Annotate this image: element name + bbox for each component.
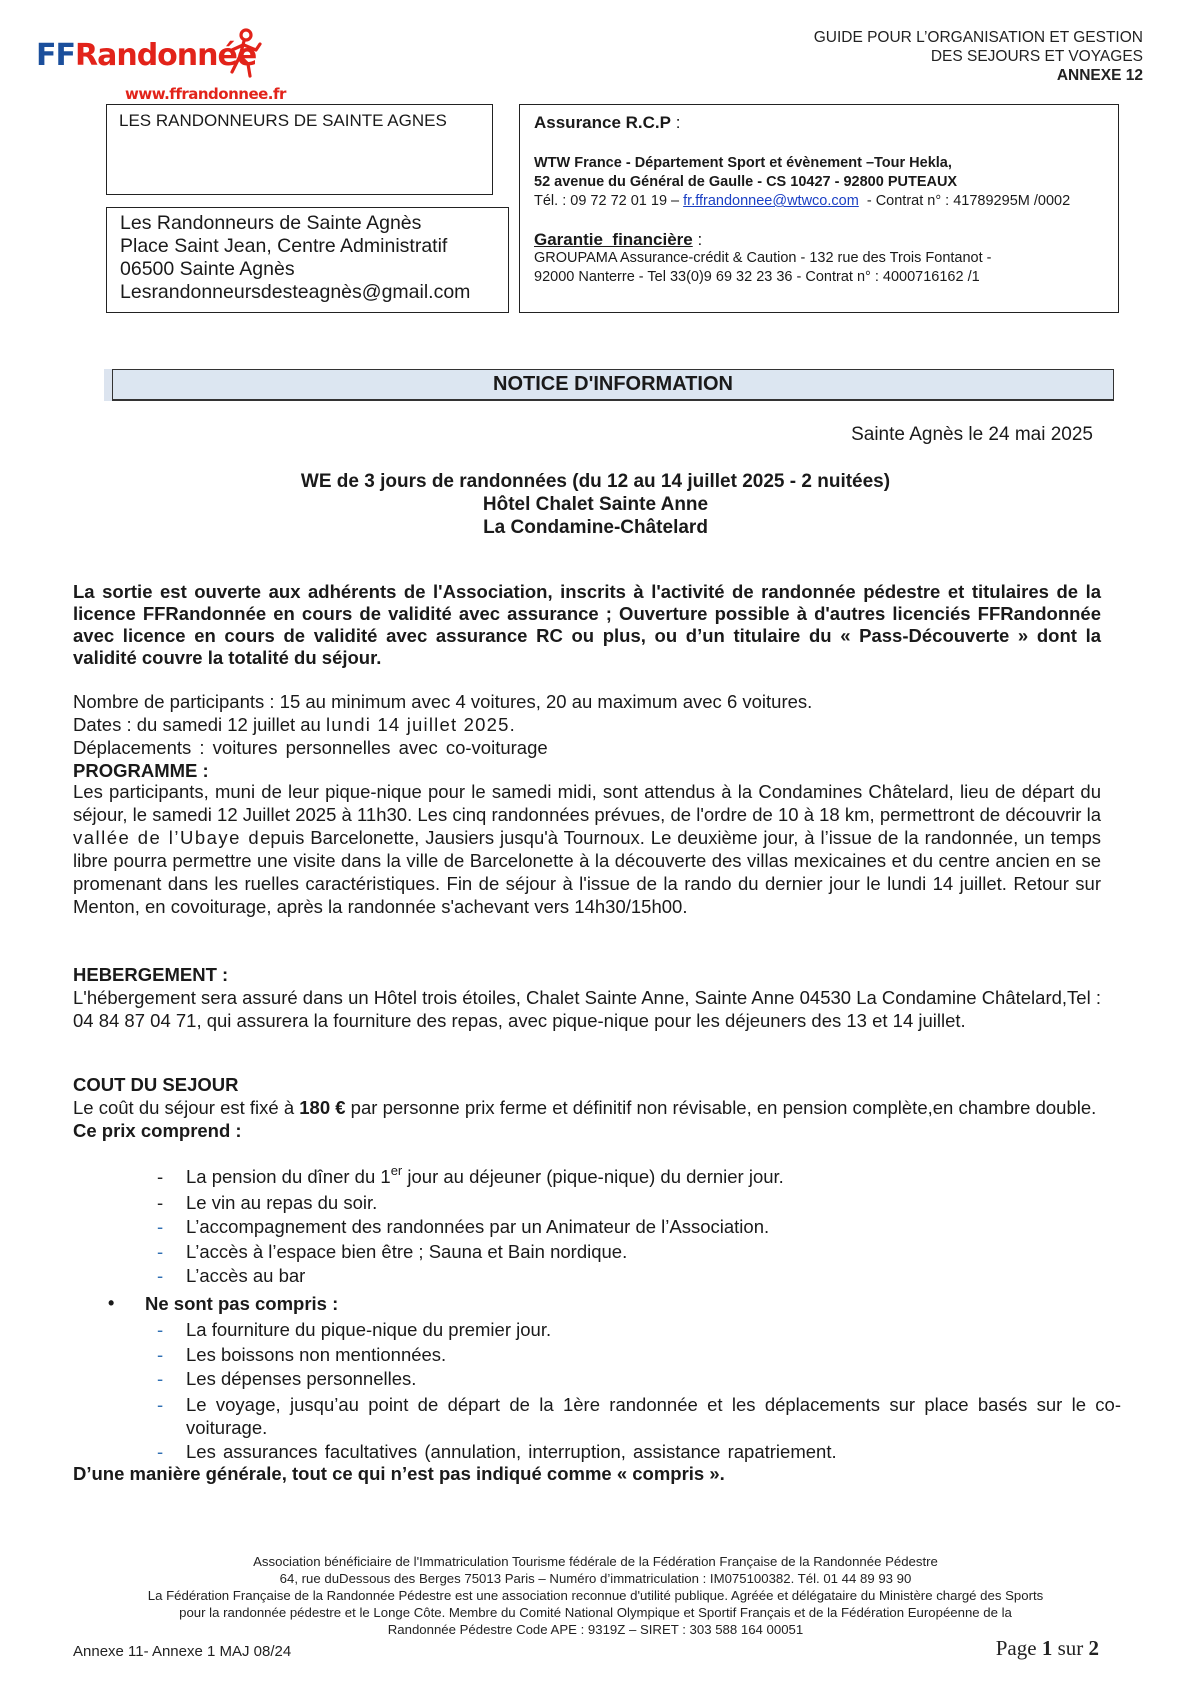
included-item: - L’accès à l’espace bien être ; Sauna et Bain nordique. — [186, 1240, 1106, 1265]
club-name-box — [106, 104, 493, 195]
not-included-item: - Les dépenses personnelles. — [186, 1367, 1121, 1392]
club-address-box — [106, 207, 509, 313]
footer-line-3: La Fédération Française de la Randonnée Pédestre est une association reconnue d'utilité publique. Agréée et délégataire du Ministère chargé des Sports — [147, 1588, 1044, 1603]
trip-info — [73, 690, 1101, 782]
footer-line-5: Randonnée Pédestre Code APE : 9319Z – SIRET : 303 588 164 00051 — [387, 1622, 804, 1637]
included-item: - Le vin au repas du soir. — [186, 1191, 1106, 1216]
address-line-1: Les Randonneurs de Sainte Agnès — [120, 212, 422, 234]
dash-bullet-icon: - — [157, 1393, 164, 1415]
event-title: WE de 3 jours de randonnées (du 12 au 14 juillet 2025 - 2 nuitées) — [300, 471, 891, 492]
general-note: D’une manière générale, tout ce qui n’est pas indiqué comme « compris ». — [73, 1463, 725, 1484]
eligibility-paragraph: La sortie est ouverte aux adhérents de l'Association, inscrits à l'activité de randonnée pédestre et titulaires de la licence FFRandonnée en cours de validité avec assurance ; Ouverture possible à d'autres licenciés FFRandonnée avec licence en cours de validité avec assurance RC ou plus, ou d’un titulaire du « Pass-Découverte » dont la validité couvre la totalité du séjour. — [73, 581, 1101, 668]
included-item: - L’accompagnement des randonnées par un Animateur de l’Association. — [186, 1215, 1106, 1240]
wtw-contact-line: Tél. : 09 72 72 01 19 – fr.ffrandonnee@wtwco.com - Contrat n° : 41789295M /0002 — [534, 193, 1071, 209]
cost-section — [73, 1073, 1101, 1142]
programme-heading: PROGRAMME : — [73, 760, 209, 781]
programme-paragraph: Les participants, muni de leur pique-nique pour le samedi midi, sont attendus à la Condamines Châtelard, lieu de départ du séjour, le samedi 12 Juillet 2025 à 11h30. Les cinq randonnées prévues, de l'ordre de 10 à 18 km, permettront de découvrir la vallée de l’Ubaye depuis Barcelonette, Jausiers jusqu'à Tournoux. Le deuxième jour, à l’issue de la randonnée, un temps libre pourra permettre une visite dans la ville de Barcelonette à la découverte des villas mexicaines et du centre ancien en se promenant dans les ruelles caractéristiques. Fin de séjour à l'issue de la rando du dernier jour le lundi 14 juillet. Retour sur Menton, en covoiturage, après la randonnée s'achevant vers 14h30/15h00. — [73, 781, 1101, 917]
dash-bullet-icon: - — [157, 1216, 164, 1237]
included-list — [157, 1163, 1106, 1289]
wtw-line-1: WTW France - Département Sport et évènement –Tour Hekla, — [534, 155, 952, 171]
accommodation-text: L'hébergement sera assuré dans un Hôtel trois étoiles, Chalet Sainte Anne, Sainte Anne 04530 La Condamine Châtelard,Tel : 04 84 87 04 71, qui assurera la fourniture des repas, avec pique-nique pour les déjeuners des 13 et 14 juillet. — [73, 987, 1101, 1031]
not-included-item: - Les boissons non mentionnées. — [186, 1343, 1121, 1368]
dash-bullet-icon: - — [157, 1343, 164, 1365]
legal-footer — [0, 1553, 1191, 1638]
not-included-list — [157, 1318, 1121, 1464]
dash-bullet-icon: - — [157, 1368, 164, 1389]
dash-bullet-icon: - — [157, 1265, 164, 1286]
includes-heading: Ce prix comprend : — [73, 1120, 242, 1141]
footer-line-2: 64, rue duDessous des Berges 75013 Paris – Numéro d’immatriculation : IM075100382. Tél. 01 44 89 93 90 — [279, 1571, 912, 1586]
page-number: Page 1 sur 2 — [995, 1636, 1099, 1660]
event-hotel: Hôtel Chalet Sainte Anne — [482, 494, 709, 515]
address-line-2: Place Saint Jean, Centre Administratif — [120, 235, 448, 257]
dash-bullet-icon: - — [157, 1440, 164, 1462]
round-bullet-icon: • — [108, 1293, 115, 1313]
guide-header — [814, 28, 1143, 85]
logo-wordmark: FFRandonnée — [36, 38, 257, 73]
footer-line-1: Association bénéficiaire de l'Immatriculation Tourisme fédérale de la Fédération Française de la Randonnée Pédestre — [253, 1554, 938, 1569]
guarantee-heading: Garantie financière : — [534, 230, 703, 249]
not-included-item: - Le voyage, jusqu’au point de départ de la 1ère randonnée et les déplacements sur place basés sur le co-voiturage. — [157, 1393, 1121, 1438]
dash-bullet-icon: - — [157, 1319, 164, 1340]
not-included-item: - Les assurances facultatives (annulation, interruption, assistance rapatriement. — [186, 1440, 1121, 1465]
accommodation-section — [73, 963, 1101, 1032]
participants-line: Nombre de participants : 15 au minimum avec 4 voitures, 20 au maximum avec 6 voitures. — [73, 691, 813, 712]
dash-bullet-icon: - — [157, 1240, 164, 1262]
not-included-item: - La fourniture du pique-nique du premier jour. — [186, 1318, 1121, 1343]
rcp-heading: Assurance R.C.P : — [534, 113, 681, 132]
groupama-line-1: GROUPAMA Assurance-crédit & Caution - 132 rue des Trois Fontanot - — [534, 250, 992, 266]
annexe-label: ANNEXE 12 — [1056, 67, 1143, 84]
event-title-block — [0, 470, 1191, 539]
included-item: - L’accès au bar — [186, 1264, 1106, 1289]
guide-line-2: DES SEJOURS ET VOYAGES — [930, 48, 1143, 65]
insurance-email-link[interactable]: fr.ffrandonnee@wtwco.com — [683, 193, 859, 209]
hiker-icon — [224, 28, 264, 80]
ffrandonnee-logo — [36, 28, 286, 103]
accommodation-heading: HEBERGEMENT : — [73, 964, 229, 985]
cost-text: Le coût du séjour est fixé à 180 € par personne prix ferme et définitif non révisable, en pension complète,en chambre double. — [73, 1097, 1097, 1118]
transport-line: Déplacements : voitures personnelles avec co-voiturage — [73, 737, 548, 758]
club-email: Lesrandonneursdesteagnès@gmail.com — [120, 281, 471, 303]
annexe-reference: Annexe 11- Annexe 1 MAJ 08/24 — [73, 1643, 292, 1660]
dash-bullet-icon: - — [157, 1191, 164, 1213]
dash-bullet-icon: - — [157, 1166, 164, 1187]
included-item: - La pension du dîner du 1er jour au déjeuner (pique-nique) du dernier jour. — [186, 1165, 1106, 1190]
not-included-heading: Ne sont pas compris : — [145, 1293, 339, 1314]
document-date: Sainte Agnès le 24 mai 2025 — [851, 424, 1093, 445]
wtw-line-2: 52 avenue du Général de Gaulle - CS 10427 - 92800 PUTEAUX — [534, 174, 958, 190]
insurance-box — [519, 104, 1119, 313]
event-place: La Condamine-Châtelard — [483, 517, 708, 538]
groupama-line-2: 92000 Nanterre - Tel 33(0)9 69 32 23 36 - Contrat n° : 4000716162 /1 — [534, 269, 980, 285]
logo-url: www.ffrandonnee.fr — [125, 85, 286, 103]
footer-line-4: pour la randonnée pédestre et le Longe Côte. Membre du Comité National Olympique et Sportif Français et de la Fédération Européenne de la — [179, 1605, 1012, 1620]
dates-line: Dates : du samedi 12 juillet au lundi 14 juillet 2025. — [73, 714, 516, 735]
price: 180 € — [299, 1097, 346, 1118]
address-line-3: 06500 Sainte Agnès — [120, 258, 295, 280]
club-name: LES RANDONNEURS DE SAINTE AGNES — [119, 111, 447, 130]
cost-heading: COUT DU SEJOUR — [73, 1074, 239, 1095]
notice-title: NOTICE D'INFORMATION — [112, 369, 1114, 401]
guide-line-1: GUIDE POUR L’ORGANISATION ET GESTION — [813, 29, 1143, 46]
